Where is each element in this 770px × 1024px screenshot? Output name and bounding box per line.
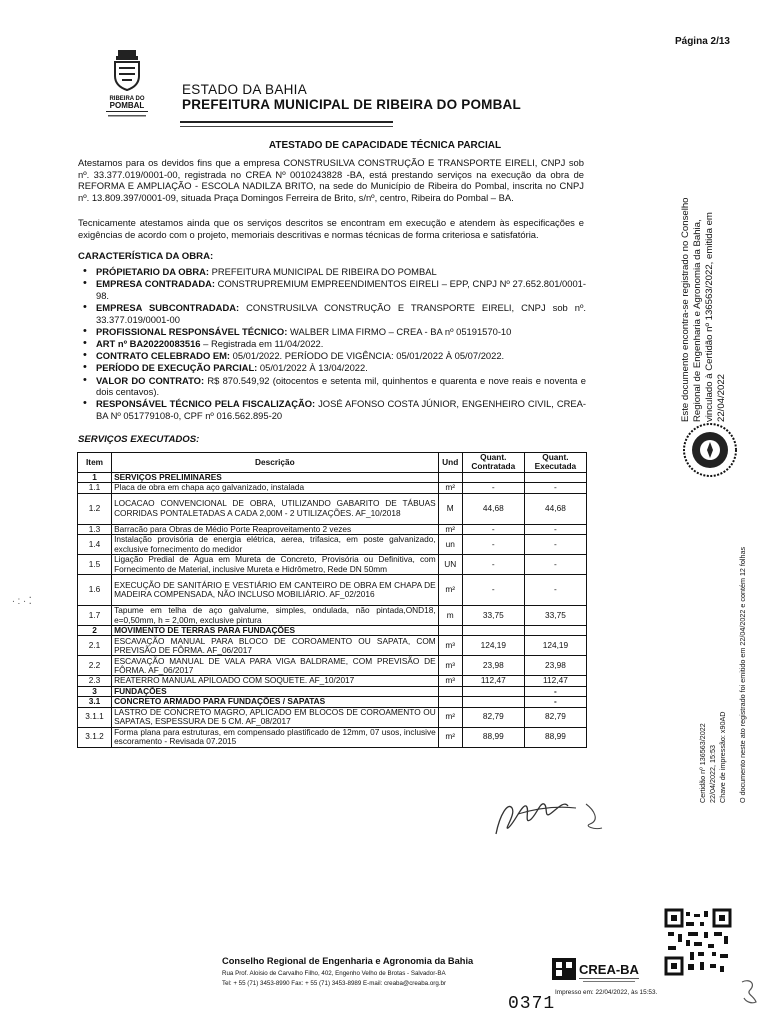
footer-address: Rua Prof. Aloisio de Carvalho Filho, 402, Engenho Velho de Brotas - Salvador-BA <box>222 970 446 977</box>
cell-item: 2 <box>78 626 112 636</box>
cell-unit: un <box>438 535 462 555</box>
crea-logo-text: CREA-BA <box>579 962 639 977</box>
obra-item-text: 05/01/2022. PERÍODO DE VIGÊNCIA: 05/01/2022 À 05/07/2022. <box>230 350 505 362</box>
obra-item <box>78 266 586 278</box>
technical-paragraph: Tecnicamente atestamos ainda que os serviços descritos se encontram em execução e atendem às especificações e exigências de acordo com o projeto, memoriais descritivas e normas técnicas de forma criteriosa e satisfatória. <box>78 217 584 240</box>
municipal-crest-logo <box>102 48 152 120</box>
obra-item-label: EMPRESA SUBCONTRADADA: <box>96 301 240 313</box>
cell-description: Forma plana para estruturas, em compensado plastificado de 12mm, 07 usos, inclusive escoramento - Revisada 07.2015 <box>112 727 439 747</box>
cell-qty-executed: - <box>524 483 586 493</box>
state-name: ESTADO DA BAHIA <box>182 82 308 97</box>
table-row <box>78 493 587 524</box>
cell-qty-contracted <box>462 472 524 482</box>
obra-item-text: PREFEITURA MUNICIPAL DE RIBEIRA DO POMBAL <box>209 266 437 277</box>
cell-qty-contracted: 33,75 <box>462 606 524 626</box>
header-item: Item <box>78 453 112 473</box>
handwritten-signature <box>478 784 608 844</box>
svg-text:RIBEIRA DO: RIBEIRA DO <box>109 96 145 102</box>
certidao-line: O documento neste ato registrado foi emitido em 22/04/2022 e contém 12 folhas <box>738 546 747 803</box>
cell-qty-contracted: - <box>462 575 524 606</box>
cell-description: Barracão para Obras de Médio Porte Reaproveitamento 2 vezes <box>112 524 439 534</box>
obra-item-label: PRÓPIETARIO DA OBRA: <box>96 266 210 277</box>
cell-unit: m² <box>438 707 462 727</box>
obra-item <box>78 350 586 362</box>
header-qty-executed: Quant. Executada <box>524 453 586 473</box>
services-heading: SERVIÇOS EXECUTADOS: <box>78 434 200 445</box>
cell-qty-executed: 44,68 <box>524 493 586 524</box>
cell-unit: m³ <box>438 656 462 676</box>
obra-item-text: R$ 870.549,92 (oitocentos e setenta mil, quinhentos e quarenta e nove reais e noventa e dois centavos). <box>96 374 586 398</box>
cell-unit <box>438 626 462 636</box>
cell-description: Placa de obra em chapa aço galvanizado, instalada <box>112 483 439 493</box>
obra-item-text: – Registrada em 11/04/2022. <box>200 337 324 349</box>
cell-item: 1.4 <box>78 535 112 555</box>
table-row <box>78 686 587 696</box>
obra-item-label: RESPONSÁVEL TÉCNICO PELA FISCALIZAÇÃO: <box>96 398 316 410</box>
cell-item: 3 <box>78 686 112 696</box>
cell-description: Instalação provisória de energia elétrica, aerea, trifasica, em poste galvanizado, exclusive fornecimento do medidor <box>112 535 439 555</box>
obra-item-text: CONSTRUPREMIUM EMPREENDIMENTOS EIRELI – EPP, CNPJ Nº 27.652.801/0001-98. <box>96 278 586 301</box>
cell-item: 3.1.2 <box>78 727 112 747</box>
attestation-paragraph: Atestamos para os devidos fins que a empresa CONSTRUSILVA CONSTRUÇÃO E TRANSPORTE EIRELI, CNPJ sob nº. 33.377.019/0001-00, registrada no CREA Nº 0010243828 -BA, está prestando serviços na execução da obra de REFORMA E AMPLIAÇÃO - ESCOLA NADILZA BRITO, na sede do Município de Ribeira do Pombal, inscrita no CNPJ nº. 13.809.397/0001-09, situada Praça Domingos Ferreira de Brito, s/nº, centro, Ribeira do Pombal – BA. <box>78 157 584 203</box>
crea-ba-logo <box>552 956 642 988</box>
svg-text:POMBAL: POMBAL <box>109 101 145 110</box>
cell-item: 1.7 <box>78 606 112 626</box>
table-row <box>78 626 587 636</box>
header-description: Descrição <box>112 453 439 473</box>
cell-item: 3.1.1 <box>78 707 112 727</box>
cell-qty-executed: - <box>524 697 586 707</box>
obra-item-text: WALBER LIMA FIRMO – CREA - BA nº 05191570-10 <box>287 325 512 337</box>
services-table <box>77 452 587 748</box>
cell-item: 1.1 <box>78 483 112 493</box>
table-row <box>78 727 587 747</box>
cell-description: EXECUÇÃO DE SANITÁRIO E VESTIÁRIO EM CANTEIRO DE OBRA EM CHAPA DE MADEIRA COMPENSADA, NÃO INCLUSO MOBILIÁRIO. AF_02/2016 <box>112 575 439 606</box>
table-row <box>78 707 587 727</box>
certidao-notice <box>690 538 762 840</box>
table-header-row <box>78 453 587 473</box>
obra-item <box>78 375 586 398</box>
table-row <box>78 656 587 676</box>
cell-qty-contracted: 88,99 <box>462 727 524 747</box>
cell-qty-contracted: - <box>462 524 524 534</box>
cell-description: Ligação Predial de Água em Mureta de Concreto, Provisória ou Definitiva, com Fornecimento de Material, inclusive Mureta e Hidrômetro, Rede DN 50mm <box>112 555 439 575</box>
cell-qty-executed <box>524 626 586 636</box>
cell-qty-executed: 112,47 <box>524 676 586 686</box>
prefeitura-name: PREFEITURA MUNICIPAL DE RIBEIRA DO POMBAL <box>182 97 521 112</box>
registration-line: 22/04/2022 <box>716 373 727 422</box>
registration-line: Este documento encontra-se registrado no Conselho <box>680 197 691 422</box>
document-title: ATESTADO DE CAPACIDADE TÉCNICA PARCIAL <box>268 140 502 151</box>
cell-unit <box>438 697 462 707</box>
cell-description: REATERRO MANUAL APILOADO COM SOQUETE. AF_10/2017 <box>112 676 439 686</box>
obra-item-label: EMPRESA CONTRADADA: <box>96 278 215 290</box>
cell-description: Tapume em telha de aço galvalume, simples, ondulada, não pintada,OND18, e=0,50mm, h = 2,00m, exclusive pintura <box>112 606 439 626</box>
footer-organization: Conselho Regional de Engenharia e Agronomia da Bahia <box>222 956 474 966</box>
cell-qty-executed: 23,98 <box>524 656 586 676</box>
obra-item-text: JOSÉ AFONSO COSTA JÚNIOR, ENGENHEIRO CIVIL, CREA-BA Nº 051779108-0, CPF nº 016.562.895-20 <box>96 398 586 421</box>
scan-artifact: ∙ : ∙ ⁚ <box>12 596 32 607</box>
certidao-line: Chave de impressão: x90AD <box>718 711 727 803</box>
cell-qty-executed <box>524 472 586 482</box>
header-rule <box>180 121 393 123</box>
obra-item-text: 05/01/2022 À 13/04/2022. <box>257 362 368 374</box>
printed-at: Impresso em: 22/04/2022, às 15:53. <box>555 989 658 996</box>
cell-item: 1.6 <box>78 575 112 606</box>
registration-line: vinculado à Certidão nº 136563/2022, emitida em <box>704 212 715 422</box>
table-row <box>78 483 587 493</box>
cell-description: SERVIÇOS PRELIMINARES <box>112 472 439 482</box>
cell-unit: m <box>438 606 462 626</box>
table-row <box>78 575 587 606</box>
cell-qty-contracted: - <box>462 483 524 493</box>
cell-qty-executed: - <box>524 686 586 696</box>
obra-item-label: PROFISSIONAL RESPONSÁVEL TÉCNICO: <box>96 325 288 337</box>
cell-item: 1.2 <box>78 493 112 524</box>
cell-item: 2.1 <box>78 636 112 656</box>
obra-item-label: PERÍODO DE EXECUÇÃO PARCIAL: <box>96 362 258 374</box>
cell-unit <box>438 472 462 482</box>
table-row <box>78 535 587 555</box>
obra-characteristics-list <box>78 266 586 422</box>
table-row <box>78 524 587 534</box>
cell-description: LOCACAO CONVENCIONAL DE OBRA, UTILIZANDO GABARITO DE TÁBUAS CORRIDAS PONTALETADAS A CADA 2,00M - 2 UTILIZAÇÕES. AF_10/2018 <box>112 493 439 524</box>
cell-item: 1 <box>78 472 112 482</box>
obra-item <box>78 326 586 338</box>
table-row <box>78 676 587 686</box>
table-row <box>78 697 587 707</box>
cell-qty-executed: - <box>524 575 586 606</box>
footer-contact: Tel: + 55 (71) 3453-8990 Fax: + 55 (71) 3453-8989 E-mail: creaba@creaba.org.br <box>222 980 447 987</box>
certidao-line: Certidão nº 136563/2022 <box>698 723 707 803</box>
cell-item: 2.2 <box>78 656 112 676</box>
cell-qty-contracted <box>462 686 524 696</box>
cell-item: 1.5 <box>78 555 112 575</box>
cell-item: 3.1 <box>78 697 112 707</box>
cell-description: CONCRETO ARMADO PARA FUNDAÇÕES / SAPATAS <box>112 697 439 707</box>
table-row <box>78 636 587 656</box>
cell-item: 2.3 <box>78 676 112 686</box>
cell-unit: m³ <box>438 676 462 686</box>
obra-item <box>78 398 586 421</box>
obra-item-text: CONSTRUSILVA CONSTRUÇÃO E TRANSPORTE EIRELI, CNPJ sob nº. 33.377.019/0001-00 <box>96 301 586 325</box>
cell-qty-executed: 124,19 <box>524 636 586 656</box>
cell-description: ESCAVAÇÃO MANUAL DE VALA PARA VIGA BALDRAME, COM PREVISÃO DE FÔRMA. AF_06/2017 <box>112 656 439 676</box>
cell-qty-executed: 88,99 <box>524 727 586 747</box>
cell-qty-contracted <box>462 697 524 707</box>
cell-qty-contracted: 124,19 <box>462 636 524 656</box>
cell-qty-contracted: 23,98 <box>462 656 524 676</box>
cell-description: MOVIMENTO DE TERRAS PARA FUNDAÇÕES <box>112 626 439 636</box>
header-unit: Und <box>438 453 462 473</box>
registration-line: Regional de Engenharia e Agronomia da Bahia, <box>692 219 703 422</box>
handwritten-initial <box>736 976 762 1006</box>
cell-qty-executed: 82,79 <box>524 707 586 727</box>
obra-item-label: VALOR DO CONTRATO: <box>96 374 205 386</box>
cell-qty-contracted: 44,68 <box>462 493 524 524</box>
table-body <box>78 472 587 747</box>
cell-description: FUNDAÇÕES <box>112 686 439 696</box>
cell-qty-contracted: - <box>462 535 524 555</box>
cell-item: 1.3 <box>78 524 112 534</box>
cell-qty-contracted <box>462 626 524 636</box>
table-row <box>78 472 587 482</box>
cell-unit: m² <box>438 483 462 493</box>
cell-unit <box>438 686 462 696</box>
cell-description: ESCAVAÇÃO MANUAL PARA BLOCO DE COROAMENTO OU SAPATA, COM PREVISÃO DE FÔRMA. AF_06/2017 <box>112 636 439 656</box>
cell-unit: UN <box>438 555 462 575</box>
header-qty-contracted: Quant. Contratada <box>462 453 524 473</box>
obra-item <box>78 338 586 350</box>
obra-item-label: CONTRATO CELEBRADO EM: <box>96 350 231 362</box>
registration-notice <box>680 162 732 422</box>
table-row <box>78 606 587 626</box>
cell-unit: m² <box>438 575 462 606</box>
cell-description: LASTRO DE CONCRETO MAGRO, APLICADO EM BLOCOS DE COROAMENTO OU SAPATAS, ESPESSURA DE 5 CM. AF_08/2017 <box>112 707 439 727</box>
table-row <box>78 555 587 575</box>
obra-heading: CARACTERÍSTICA DA OBRA: <box>78 251 214 262</box>
crea-seal-icon <box>680 420 740 480</box>
cell-qty-contracted: 112,47 <box>462 676 524 686</box>
cell-unit: m² <box>438 727 462 747</box>
obra-item-label: ART nº BA20220083516 <box>96 337 201 349</box>
cell-qty-contracted: 82,79 <box>462 707 524 727</box>
cell-unit: m² <box>438 524 462 534</box>
obra-item <box>78 302 586 325</box>
obra-item <box>78 278 586 301</box>
header-rule-thin <box>180 126 393 127</box>
cell-qty-executed: - <box>524 524 586 534</box>
page-stamp-number: 0371 <box>508 994 556 1014</box>
cell-unit: m³ <box>438 636 462 656</box>
cell-qty-executed: - <box>524 535 586 555</box>
cell-qty-contracted: - <box>462 555 524 575</box>
qr-code-icon <box>664 908 732 976</box>
cell-qty-executed: - <box>524 555 586 575</box>
cell-unit: M <box>438 493 462 524</box>
cell-qty-executed: 33,75 <box>524 606 586 626</box>
obra-item <box>78 362 586 374</box>
certidao-line: 22/04/2022, 15:53 <box>708 745 717 803</box>
page-number: Página 2/13 <box>674 36 730 47</box>
